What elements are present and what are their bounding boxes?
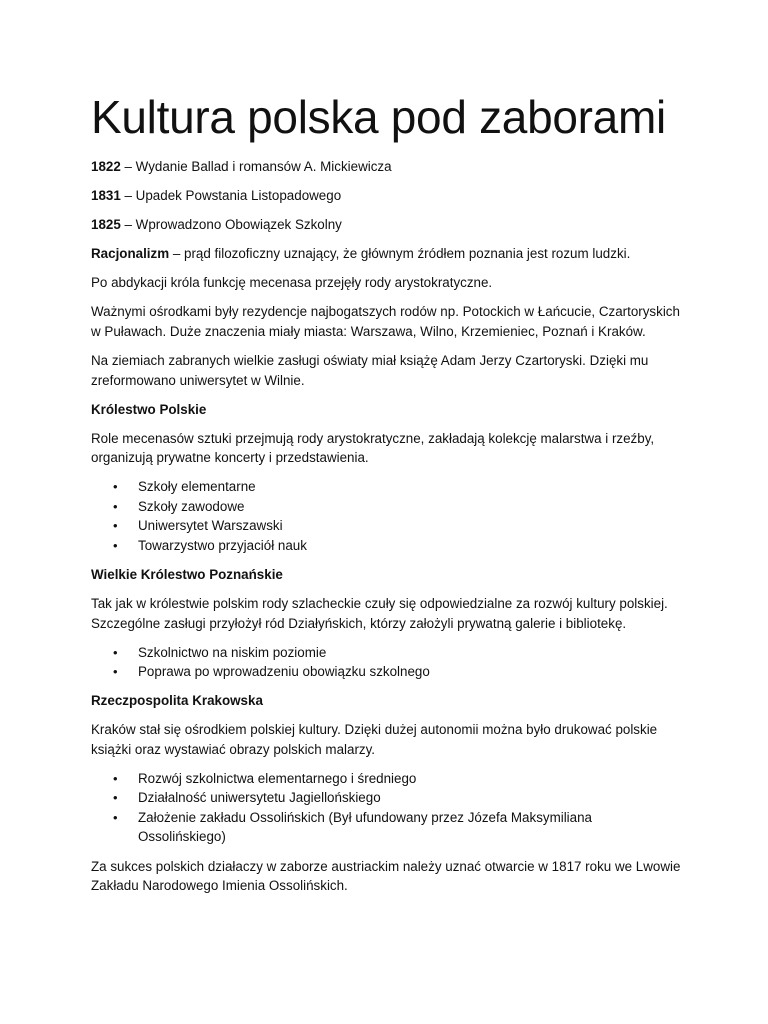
bullet-list-krolestwo	[91, 477, 681, 555]
date-entry	[91, 186, 681, 206]
list-item: • Rozwój szkolnictwa elementarnego i średniego	[91, 769, 681, 789]
list-item: • Poprawa po wprowadzeniu obowiązku szkolnego	[91, 662, 681, 682]
section-heading-krolestwo: Królestwo Polskie	[91, 401, 207, 417]
page-title: Kultura polska pod zaborami	[91, 91, 666, 143]
list-item: • Szkoły elementarne	[91, 477, 681, 497]
paragraph-abdykacja: Po abdykacji króla funkcję mecenasa przejęły rody arystokratyczne.	[91, 275, 493, 291]
section-heading-wielkie: Wielkie Królestwo Poznańskie	[91, 566, 283, 582]
date-text: – Wprowadzono Obowiązek Szkolny	[120, 217, 342, 233]
date-year: 1822	[91, 159, 121, 174]
bullet-list-wielkie	[91, 643, 681, 682]
date-year: 1825	[91, 217, 121, 233]
date-year: 1831	[91, 188, 121, 204]
list-item: • Szkoły zawodowe	[91, 497, 681, 517]
list-item: • Szkolnictwo na niskim poziomie	[91, 643, 681, 663]
paragraph-ziemie-zabrane: Na ziemiach zabranych wielkie zasługi oświaty miał książę Adam Jerzy Czartoryski. Dzięki mu zreformowano uniwersytet w Wilnie.	[91, 353, 649, 388]
document-body	[91, 157, 681, 905]
section-heading-rzeczpospolita: Rzeczpospolita Krakowska	[91, 693, 263, 709]
date-entry	[91, 215, 681, 235]
section-text-rzeczpospolita: Kraków stał się ośrodkiem polskiej kultury. Dzięki dużej autonomii można było drukować polskie książki oraz wystawiać obrazy polskich malarzy.	[91, 722, 658, 757]
date-text: – Wydanie Ballad i romansów A. Mickiewicza	[120, 159, 392, 174]
section-text-wielkie: Tak jak w królestwie polskim rody szlacheckie czuły się odpowiedzialne za rozwój kultury polskiej. Szczególne zasługi przyłożył ród Działyńskich, którzy założyli prywatną galerie i bibliotekę.	[91, 596, 668, 631]
section-text-krolestwo: Role mecenasów sztuki przejmują rody arystokratyczne, zakładają kolekcję malarstwa i rzeźby, organizują prywatne koncerty i przedstawienia.	[91, 430, 655, 466]
definition: – prąd filozoficzny uznający, że głównym źródłem poznania jest rozum ludzki.	[169, 246, 631, 262]
date-entry	[91, 157, 681, 177]
list-item: • Założenie zakładu Ossolińskich (Był ufundowany przez Józefa Maksymiliana Ossolińskiego)	[91, 808, 681, 847]
term: Racjonalizm	[91, 246, 170, 262]
list-item: • Towarzystwo przyjaciół nauk	[91, 536, 681, 556]
list-item: • Uniwersytet Warszawski	[91, 516, 681, 536]
paragraph-osrodki: Ważnymi ośrodkami były rezydencje najbogatszych rodów np. Potockich w Łańcucie, Czartoryskich w Puławach. Duże znaczenia miały miasta: Warszawa, Wilno, Krzemieniec, Poznań i Kraków.	[91, 304, 680, 339]
paragraph-final: Za sukces polskich działaczy w zaborze austriackim należy uznać otwarcie w 1817 roku we Lwowie Zakładu Narodowego Imienia Ossolińskich.	[91, 858, 681, 893]
bullet-list-rzeczpospolita	[91, 769, 681, 847]
list-item: • Działalność uniwersytetu Jagiellońskiego	[91, 788, 681, 808]
definition-paragraph	[91, 244, 681, 264]
date-text: – Upadek Powstania Listopadowego	[120, 188, 342, 204]
